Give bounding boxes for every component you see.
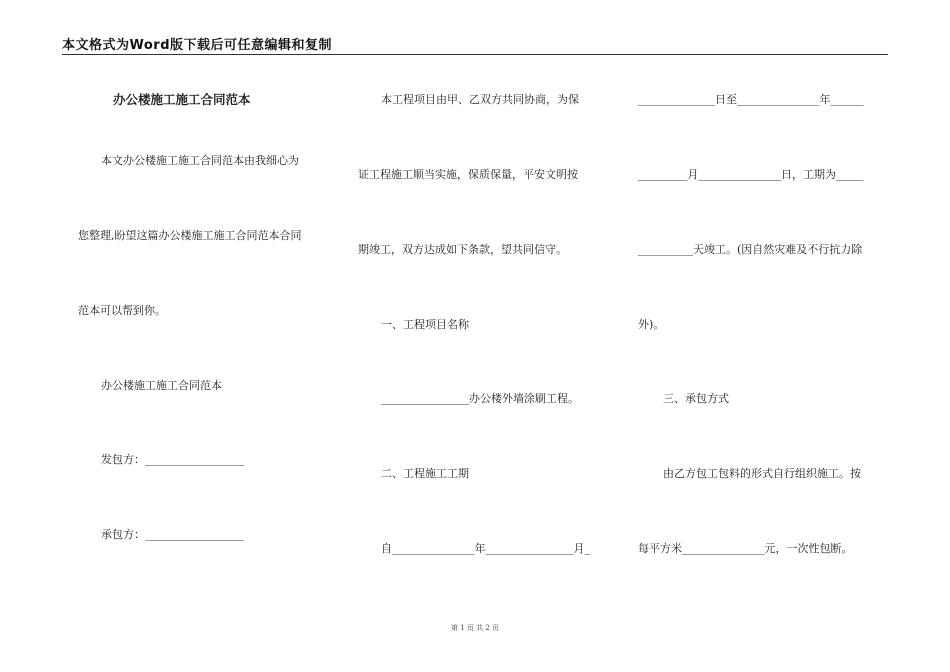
col1-line-3: 范本可以帮到你。: [78, 304, 166, 317]
document-title: 办公楼施工施工合同范本: [113, 92, 251, 107]
col2-line-5: ________________办公楼外墙涂刷工程。: [381, 392, 579, 405]
section-1-heading: 一、工程项目名称: [381, 318, 469, 331]
col1-line-4: 办公楼施工施工合同范本: [101, 379, 222, 392]
col2-line-1: 本工程项目由甲、乙双方共同协商，为保: [381, 93, 579, 106]
col3-line-2: _________月_______________日，工期为_____: [638, 168, 864, 181]
page-header: [62, 34, 888, 55]
col2-line-3: 期竣工，双方达成如下条款，望共同信守。: [358, 243, 567, 256]
col2-line-7: 自_______________年________________月_: [381, 542, 590, 555]
col2-line-2: 证工程施工顺当实施，保质保量，平安文明按: [358, 168, 578, 181]
header-text: 本文格式为Word版下载后可任意编辑和复制: [62, 38, 333, 53]
section-2-heading: 二、工程施工工期: [381, 467, 469, 480]
page-number: 第 1 页 共 2 页: [450, 624, 500, 632]
col1-line-2: 您整理,盼望这篇办公楼施工施工合同范本合同: [78, 229, 302, 242]
col3-line-7: 每平方米_______________元，一次性包断。: [638, 542, 853, 555]
col1-line-1: 本文办公楼施工施工合同范本由我细心为: [101, 154, 299, 167]
col3-line-1: ______________日至_______________年______: [638, 93, 864, 106]
section-3-heading: 三、承包方式: [663, 392, 729, 405]
col3-line-4: 外)。: [638, 318, 665, 331]
employer-line: 发包方：__________________: [101, 453, 244, 466]
col3-line-3: __________天竣工。(因自然灾难及不行抗力除: [638, 243, 863, 256]
contractor-line: 承包方：__________________: [101, 528, 244, 541]
col3-line-6: 由乙方包工包料的形式自行组织施工。按: [663, 467, 861, 480]
